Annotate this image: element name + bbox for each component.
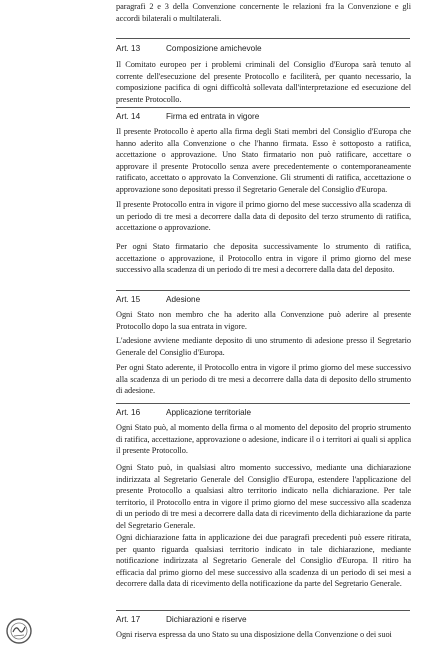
article-13-heading xyxy=(116,43,411,54)
official-stamp-icon xyxy=(4,616,34,646)
article-15-paragraph-2: L'adesione avviene mediante deposito di uno strumento di adesione presso il Segretario Generale del Consiglio d'Europa. xyxy=(116,336,411,357)
article-13-paragraph-1: Il Comitato europeo per i problemi criminali del Consiglio d'Europa sarà tenuto al corrente dell'esecuzione del presente Protocollo e faciliterà, per quanto necessario, la composizione pacifica di ogni difficoltà sollevata dall'interpretazione ed esecuzione del presente Protocollo. xyxy=(116,60,411,104)
article-15-divider xyxy=(116,290,410,291)
article-17-paragraph-1: Ogni riserva espressa da uno Stato su una disposizione della Convenzione o dei suoi xyxy=(116,630,392,639)
article-14-paragraph-1: Il presente Protocollo è aperto alla firma degli Stati membri del Consiglio d'Europa che hanno aderito alla Convenzione o che l'hanno firmata. Esso è sottoposto a ratifica, accettazione o approvazione. Uno Stato firmatario non può ratificare, accettare o approvare il presente Protocollo senza avere precedentemente o contemporaneamente ratificato, accettato o approvato la Convenzione. Gli strumenti di ratifica, accettazione o approvazione sono depositati presso il Segretario Generale del Consiglio d'Europa. xyxy=(116,127,411,194)
article-16-paragraph-3: Ogni dichiarazione fatta in applicazione dei due paragrafi precedenti può essere ritirata, per quanto riguarda qualsiasi territorio indicato in tale dichiarazione, mediante notificazione indirizzata al Segretario Generale del Consiglio d'Europa. Il ritiro ha efficacia dal primo giorno del mese successivo alla scadenza di un periodo di sei mesi a decorrere dalla data di ricevimento della notificazione da parte del Segretario Generale. xyxy=(116,533,411,589)
article-15-heading xyxy=(116,294,411,305)
article-14-number: Art. 14 xyxy=(116,112,141,121)
article-17-heading xyxy=(116,614,411,625)
article-14-title: Firma ed entrata in vigore xyxy=(166,112,260,121)
article-16-paragraph-2: Ogni Stato può, in qualsiasi altro momento successivo, mediante una dichiarazione indirizzata al Segretario Generale del Consiglio d'Europa, estendere l'applicazione del presente Protocollo a qualsiasi altro territorio indicato nella dichiarazione. Per tale territorio, il Protocollo entra in vigore il primo giorno del mese successivo alla scadenza di un periodo di tre mesi a decorrere dalla data di ricevimento della dichiarazione da parte del Segretario Generale. xyxy=(116,463,411,530)
article-16-heading xyxy=(116,407,411,418)
article-16-paragraph-1: Ogni Stato può, al momento della firma o al momento del deposito del proprio strumento di ratifica, accettazione, approvazione o adesione, indicare il o i territori ai quali si applica il presente Protocollo. xyxy=(116,423,411,456)
article-15-number: Art. 15 xyxy=(116,295,141,304)
article-16-number: Art. 16 xyxy=(116,408,141,417)
article-14-paragraph-3: Per ogni Stato firmatario che deposita successivamente lo strumento di ratifica, accettazione o approvazione, il Protocollo entra in vigore il primo giorno del mese successivo alla scadenza di un periodo di tre mesi a decorrere dalla data del deposito. xyxy=(116,242,411,275)
article-17-divider xyxy=(116,610,410,611)
article-15-paragraph-3: Per ogni Stato aderente, il Protocollo entra in vigore il primo giorno del mese successivo alla scadenza di un periodo di tre mesi a decorrere dalla data di deposito dello strumento di adesione. xyxy=(116,363,411,396)
article-16-title: Applicazione territoriale xyxy=(166,408,252,417)
article-14-heading xyxy=(116,111,411,122)
intro-paragraph: paragrafi 2 e 3 della Convenzione concernente le relazioni fra la Convenzione e gli accordi bilaterali o multilaterali. xyxy=(116,2,411,23)
article-13-title: Composizione amichevole xyxy=(166,44,262,53)
article-13-number: Art. 13 xyxy=(116,44,141,53)
article-17-title: Dichiarazioni e riserve xyxy=(166,615,247,624)
article-14-paragraph-2: Il presente Protocollo entra in vigore il primo giorno del mese successivo alla scadenza di un periodo di tre mesi a decorrere dalla data di deposito del terzo strumento di ratifica, accettazione o approvazione. xyxy=(116,200,411,233)
article-15-paragraph-1: Ogni Stato non membro che ha aderito alla Convenzione può aderire al presente Protocollo dopo la sua entrata in vigore. xyxy=(116,310,411,331)
article-14-divider xyxy=(116,107,410,108)
article-17-number: Art. 17 xyxy=(116,615,141,624)
article-16-divider xyxy=(116,403,410,404)
article-15-title: Adesione xyxy=(166,295,201,304)
article-13-divider xyxy=(116,38,410,39)
